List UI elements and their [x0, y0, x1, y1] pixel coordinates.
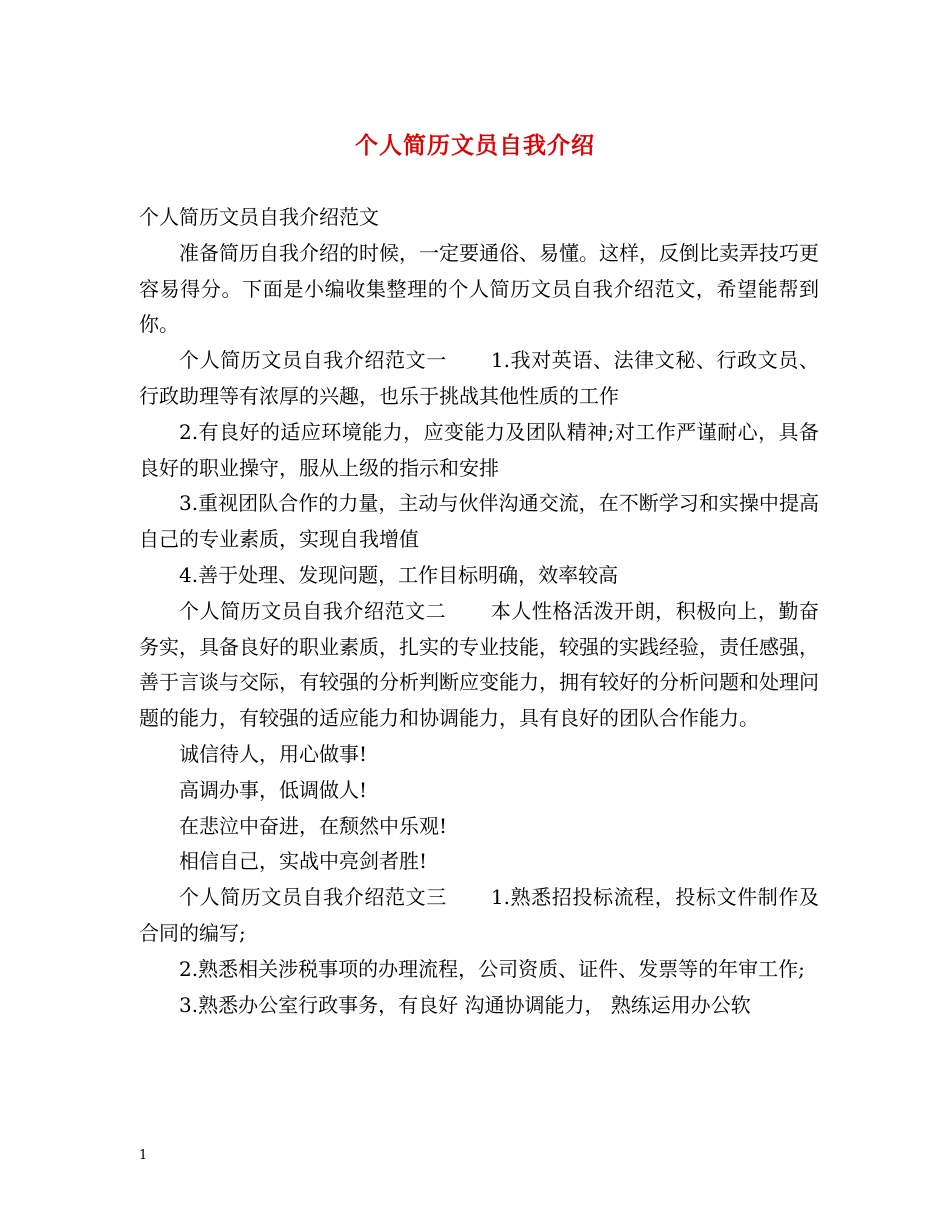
document-body: [139, 200, 819, 1023]
sample2-lead: 本人性格活泼开朗，积极向上，勤奋务实，具备良好的职业素质，扎实的专业技能，较强的实践经验，责任感强，善于言谈与交际，有较强的分析判断应变能力，拥有较好的分析问题和处理问题的能力，有较强的适应能力和协调能力，具有良好的团队合作能力。: [139, 598, 820, 731]
motto-line: 诚信待人，用心做事!: [179, 741, 368, 766]
intro-paragraph: 准备简历自我介绍的时候，一定要通俗、易懂。这样，反倒比卖弄技巧更容易得分。下面是小编收集整理的个人简历文员自我介绍范文，希望能帮到你。: [139, 240, 819, 337]
sample3-lead: 1.熟悉招投标流程，投标文件制作及合同的编写;: [139, 885, 819, 945]
sample3-item: 3.熟悉办公室行政事务，有良好 沟通协调能力， 熟练运用办公软: [179, 992, 751, 1017]
sample1-item: 4.善于处理、发现问题，工作目标明确，效率较高: [179, 562, 619, 587]
sample1-lead: 1.我对英语、法律文秘、行政文员、行政助理等有浓厚的兴趣，也乐于挑战其他性质的工作: [139, 348, 819, 408]
sample1-paragraph: [139, 343, 819, 415]
sample3-heading: 个人简历文员自我介绍范文三: [179, 885, 447, 910]
sample2-paragraph: [139, 594, 819, 737]
motto-line: 在悲泣中奋进，在颓然中乐观!: [179, 813, 448, 838]
page-number: 1: [139, 1148, 148, 1163]
document-title: 个人简历文员自我介绍: [355, 132, 595, 159]
sample1-item: 2.有良好的适应环境能力，应变能力及团队精神;对工作严谨耐心，具备良好的职业操守，服从上级的指示和安排: [139, 419, 819, 480]
sample1-item: 3.重视团队合作的力量，主动与伙伴沟通交流，在不断学习和实操中提高自己的专业素质，实现自我增值: [139, 491, 819, 552]
motto-line: 相信自己，实战中亮剑者胜!: [179, 849, 428, 874]
sample1-heading: 个人简历文员自我介绍范文一: [179, 348, 447, 373]
sample3-paragraph: [139, 880, 819, 952]
motto-line: 高调办事，低调做人!: [179, 777, 368, 802]
sample2-heading: 个人简历文员自我介绍范文二: [179, 598, 447, 623]
document-subtitle: 个人简历文员自我介绍范文: [139, 205, 379, 229]
sample3-item: 2.熟悉相关涉税事项的办理流程，公司资质、证件、发票等的年审工作;: [179, 956, 805, 981]
